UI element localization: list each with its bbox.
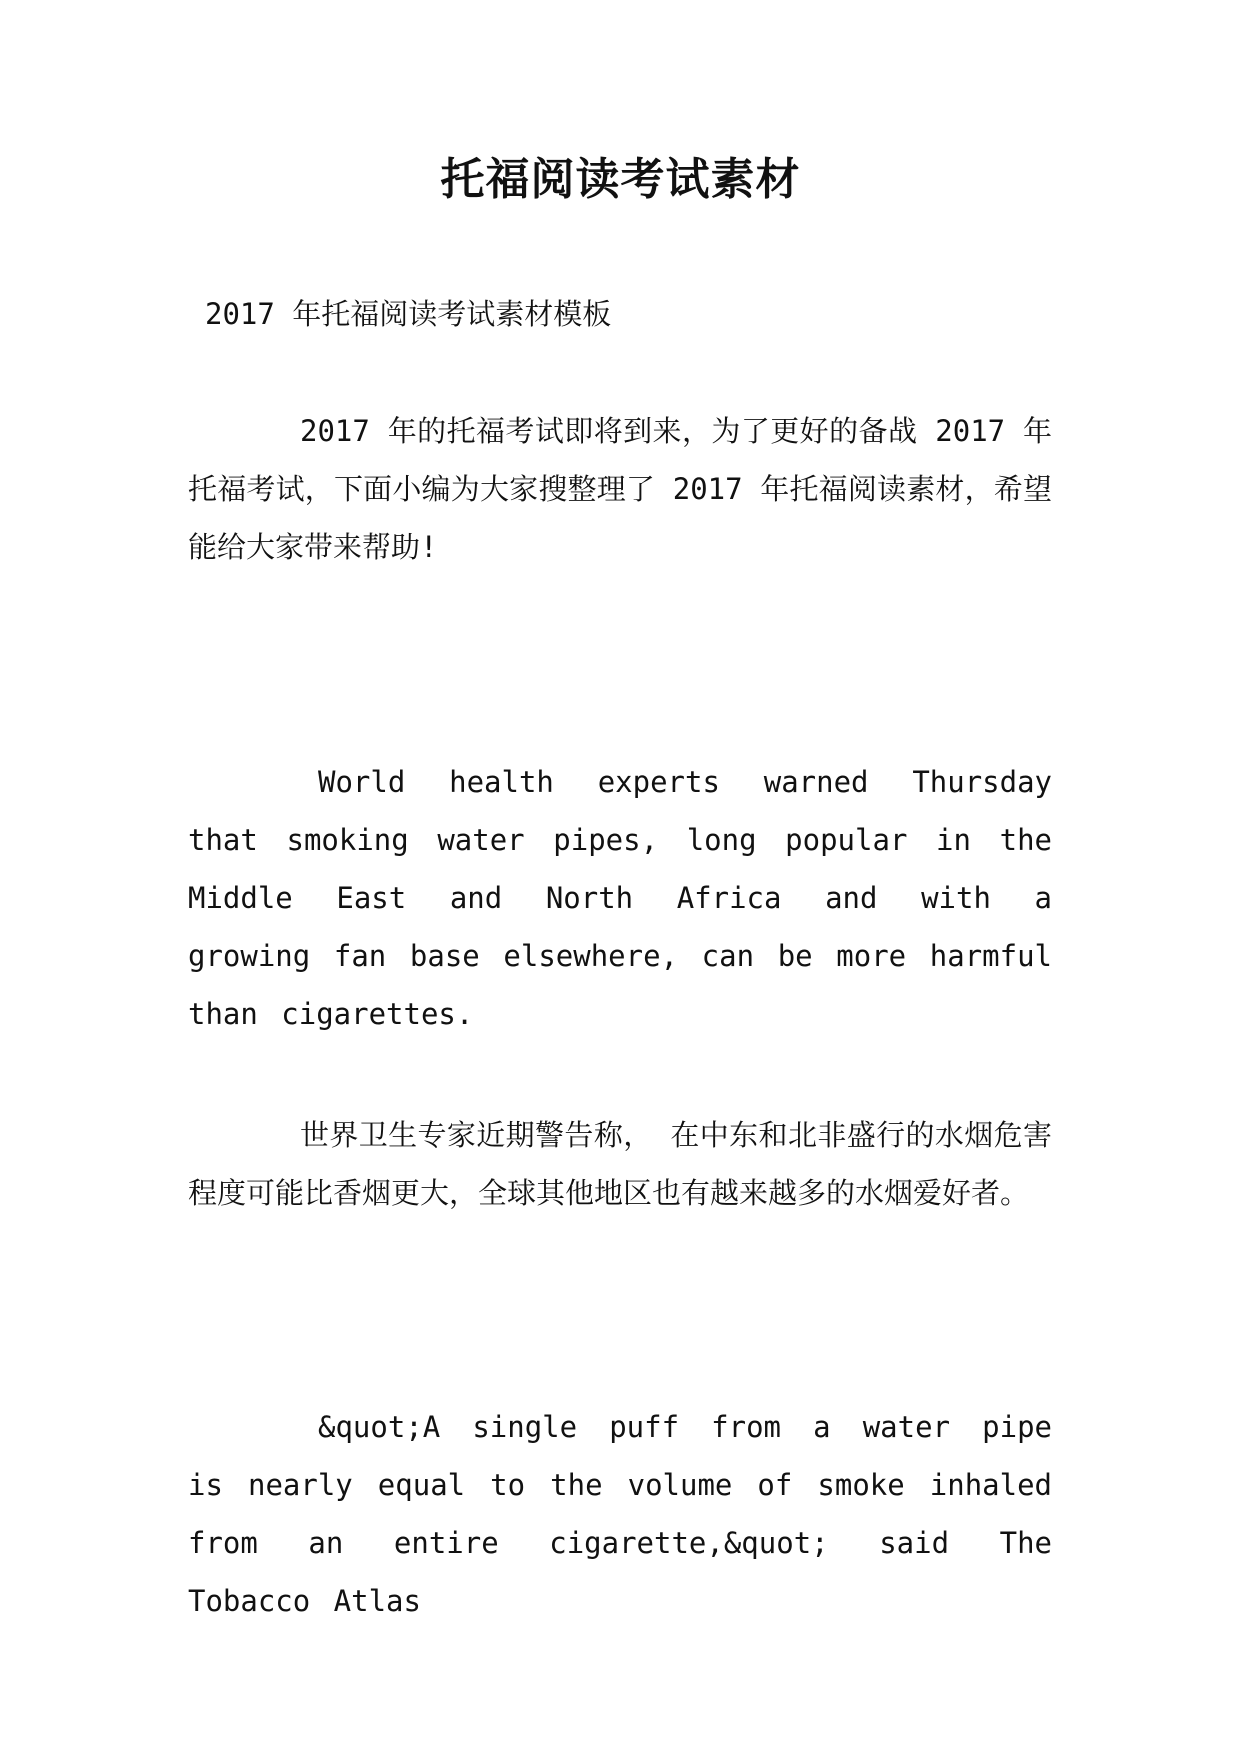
paragraph-english-1: World health experts warned Thursday that smoking water pipes, long popular in the Middle East and North Africa and with a growing fan base elsewhere, can be more harmful than cigarettes. <box>188 765 1052 1031</box>
document-subtitle: 2017 年托福阅读考试素材模板 <box>205 297 612 331</box>
paragraph-intro: 2017 年的托福考试即将到来，为了更好的备战 2017 年托福考试，下面小编为大家搜整理了 2017 年托福阅读素材，希望能给大家带来帮助! <box>188 414 1052 564</box>
paragraph-english-2: &quot;A single puff from a water pipe is nearly equal to the volume of smoke inhaled from an entire cigarette,&quot; said The Tobacco Atlas <box>188 1410 1052 1618</box>
paragraph-chinese-translation: 世界卫生专家近期警告称， 在中东和北非盛行的水烟危害程度可能比香烟更大，全球其他地区也有越来越多的水烟爱好者。 <box>188 1118 1052 1210</box>
document-title: 托福阅读考试素材 <box>440 154 801 205</box>
